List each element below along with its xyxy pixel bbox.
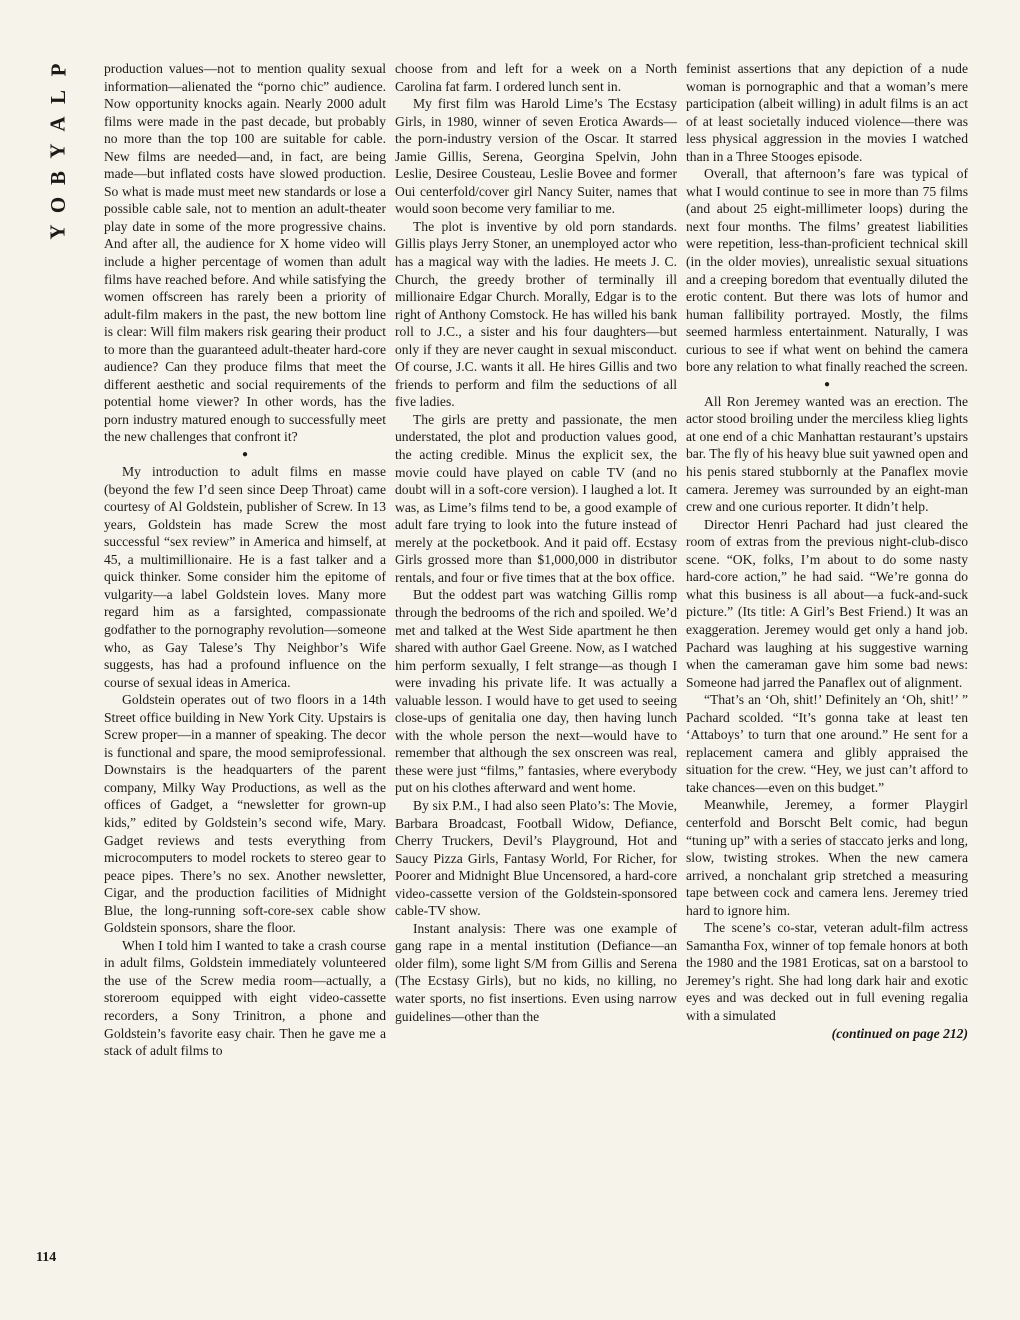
- masthead-letter: A: [45, 116, 70, 132]
- section-break-bullet: ●: [823, 378, 831, 390]
- paragraph: Goldstein operates out of two floors in a 14th Street office building in New York City. Upstairs is Screw proper—in a manner of speaking. The decor is functional and spare, the mood semiprofessional. Downstairs is the headquarters of the parent company, Milky Way Productions, as well as the offices of Gadget, a “newsletter for grown-up kids,” edited by Goldstein’s second wife, Mary. Gadget reviews and tests everything from microcomputers to model rockets to stereo gear to peace pipes. There’s no sex. Another newsletter, Cigar, and the production facilities of Midnight Blue, the long-running soft-core-sex cable show Goldstein sponsors, share the floor.: [104, 692, 386, 936]
- paragraph: My introduction to adult films en masse (beyond the few I’d seen since Deep Throat) came courtesy of Al Goldstein, publisher of Screw. In 13 years, Goldstein has made Screw the most successful “sex review” in America and himself, at 45, a multimillionaire. He is a fast talker and a quick thinker. Some consider him the epitome of vulgarity—a label Goldstein loves. Many more regard him as a farsighted, compassionate godfather to the pornography revolution—someone who, as Gay Talese’s Thy Neighbor’s Wife suggests, has had a profound influence on the course of sexual ideas in America.: [104, 464, 386, 690]
- masthead-letter: P: [45, 63, 70, 77]
- paragraph: The girls are pretty and passionate, the men understated, the plot and production values good, the acting credible. Minus the explicit sex, the movie could have played on cable TV (and no doubt will in a soft-core version). I laughed a lot. It was, as Lime’s films tend to be, a good example of adult fare trying to look into the future instead of merely at the pocketbook. And it paid off. Ecstasy Girls grossed more than $1,000,000 in distributor rentals, and four or five times that at the box office.: [395, 411, 677, 585]
- paragraph: The scene’s co-star, veteran adult-film actress Samantha Fox, winner of top female honors at both the 1980 and the 1981 Eroticas, sat on a barstool to Jeremey’s right. She had long dark hair and exotic eyes and was decked out in full evening regalia with a simulated: [686, 920, 968, 1023]
- paragraph: production values—not to mention quality sexual information—alienated the “porno chic” audience. Now opportunity knocks again. Nearly 2000 adult films were made in the past decade, but probably no more than the top 100 are suitable for cable. New films are needed—and, in fact, are being made—but inflated costs have slowed production. So what is made must meet new standards or lose a possible cable sale, not to mention an adult-theater play date in some of the more progressive chains. And after all, the audience for X home video will include a higher percentage of women than adult films have reached before. And while satisfying the women offscreen has rarely been a priority of adult-film makers in the past, the new bottom line is clear: Will film makers risk gearing their product to more than the guaranteed adult-theater hard-core audience? Can they produce films that meet the different aesthetic and social requirements of the potential home viewer? In other words, has the porn industry matured enough to successfully meet the new challenges that confront it?: [104, 61, 386, 445]
- article-column-3: [686, 60, 968, 1042]
- continued-note: (continued on page 212): [831, 1025, 968, 1041]
- paragraph: Director Henri Pachard had just cleared the room of extras from the previous night-club-disco scene. “OK, folks, I’m about to do some nasty hard-core action,” he had said. “We’re gonna do what this business is all about—a fuck-and-suck picture.” (Its title: A Girl’s Best Friend.) It was an exaggeration. Jeremey would get only a hand job. Pachard was laughing at his suggestive warning when the cameraman gave him some bad news: Someone had jarred the Panaflex out of alignment.: [686, 516, 968, 690]
- masthead-letter: Y: [45, 143, 70, 159]
- paragraph: “That’s an ‘Oh, shit!’ Definitely an ‘Oh, shit!’ ” Pachard scolded. “It’s gonna take at least ten ‘Attaboys’ to turn that one around.” He sent for a replacement camera and glibly appraised the situation for the crew. “Hey, we just can’t afford to take chances—even on this budget.”: [686, 692, 968, 795]
- paragraph: choose from and left for a week on a North Carolina fat farm. I ordered lunch sent in.: [395, 61, 677, 94]
- playboy-masthead: [38, 58, 78, 247]
- masthead-letter: B: [45, 170, 70, 186]
- paragraph: Instant analysis: There was one example of gang rape in a mental institution (Defiance—an older film), some light S/M from Gillis and Serena (The Ecstasy Girls), but no kids, no killing, no water sports, no fist insertions. Even using narrow guidelines—other than the: [395, 920, 677, 1024]
- paragraph: When I told him I wanted to take a crash course in adult films, Goldstein immediately volunteered the use of the Screw media room—actually, a storeroom equipped with eight video-cassette recorders, a Sony Trinitron, a phone and Goldstein’s favorite easy chair. Then he gave me a stack of adult films to: [104, 937, 386, 1059]
- masthead-letter: L: [45, 89, 70, 105]
- article-column-1: [104, 60, 386, 1060]
- section-break-bullet: ●: [241, 449, 249, 461]
- paragraph: My first film was Harold Lime’s The Ecstasy Girls, in 1980, winner of seven Erotica Awards—the porn-industry version of the Oscar. It starred Jamie Gillis, Serena, Georgina Spelvin, John Leslie, Desiree Cousteau, Leslie Bovee and former Oui centerfold/cover girl Nancy Suiter, names that would soon become very familiar to me.: [395, 96, 677, 217]
- article-column-2: [395, 60, 677, 1025]
- page-number: 114: [36, 1250, 57, 1265]
- paragraph: By six P.M., I had also seen Plato’s: The Movie, Barbara Broadcast, Football Widow, Defiance, Cherry Truckers, Devil’s Playground, Hot and Saucy Pizza Girls, Fantasy World, For Richer, for Poorer and Midnight Blue Uncensored, a hard-core video-cassette version of the Goldstein-sponsored cable-TV show.: [395, 797, 677, 919]
- paragraph: The plot is inventive by old porn standards. Gillis plays Jerry Stoner, an unemployed actor who has a magical way with the ladies. He meets J. C. Church, the greedy brother of terminally ill millionaire Edgar Church. Morally, Edgar is to the right of Anthony Comstock. He has willed his bank roll to J.C., a sister and his four daughters—but only if they are never caught in sexual misconduct. Of course, J.C. wants it all. He hires Gillis and two friends to perform and film the seductions of all five ladies.: [395, 218, 677, 410]
- masthead-letter: Y: [45, 224, 70, 240]
- paragraph: Overall, that afternoon’s fare was typical of what I would continue to see in more than 75 films (and about 25 eight-millimeter loops) during the next four months. The films’ greatest liabilities were repetition, less-than-proficient technical skill (in the older movies), unrealistic sexual situations and a creeping boredom that eventually diluted the erotic content. But there was lots of humor and human fallibility portrayed. Mostly, the films seemed harmless entertainment. Naturally, I was curious to see if what went on behind the camera bore any relation to what finally reached the screen.: [686, 166, 968, 375]
- paragraph: Meanwhile, Jeremey, a former Playgirl centerfold and Borscht Belt comic, had begun “tuning up” with a series of staccato jerks and long, slow, twisting strokes. When the new camera arrived, a nonchalant grip stretched a measuring tape between cock and camera lens. Jeremey tried hard to ignore him.: [686, 797, 968, 918]
- paragraph: All Ron Jeremey wanted was an erection. The actor stood broiling under the merciless klieg lights at one end of a chic Manhattan restaurant’s upstairs bar. The fly of his heavy blue suit yawned open and his penis stared stubbornly at the Panaflex movie camera. Jeremey was surrounded by an eight-man crew and one curious reporter. It didn’t help.: [686, 393, 968, 515]
- paragraph: But the oddest part was watching Gillis romp through the bedrooms of the rich and spoiled. We’d met and talked at the West Side apartment he then shared with author Gael Greene. Now, as I watched him perform sexually, I felt strange—as though I were invading his private life. It was actually a valuable lesson. I would have to get used to seeing close-ups of genitalia one day, then having lunch with the whole person the next—would have to remember that although the sex onscreen was real, these were just “films,” fantasies, where everybody put on his clothes afterward and went home.: [395, 587, 677, 796]
- masthead-letter: O: [46, 196, 70, 214]
- paragraph: feminist assertions that any depiction of a nude woman is pornographic and that a woman’s mere participation (albeit willing) in adult films is an act of at least societally induced violence—there was less physical aggression in the movies I watched than in a Three Stooges episode.: [686, 61, 968, 164]
